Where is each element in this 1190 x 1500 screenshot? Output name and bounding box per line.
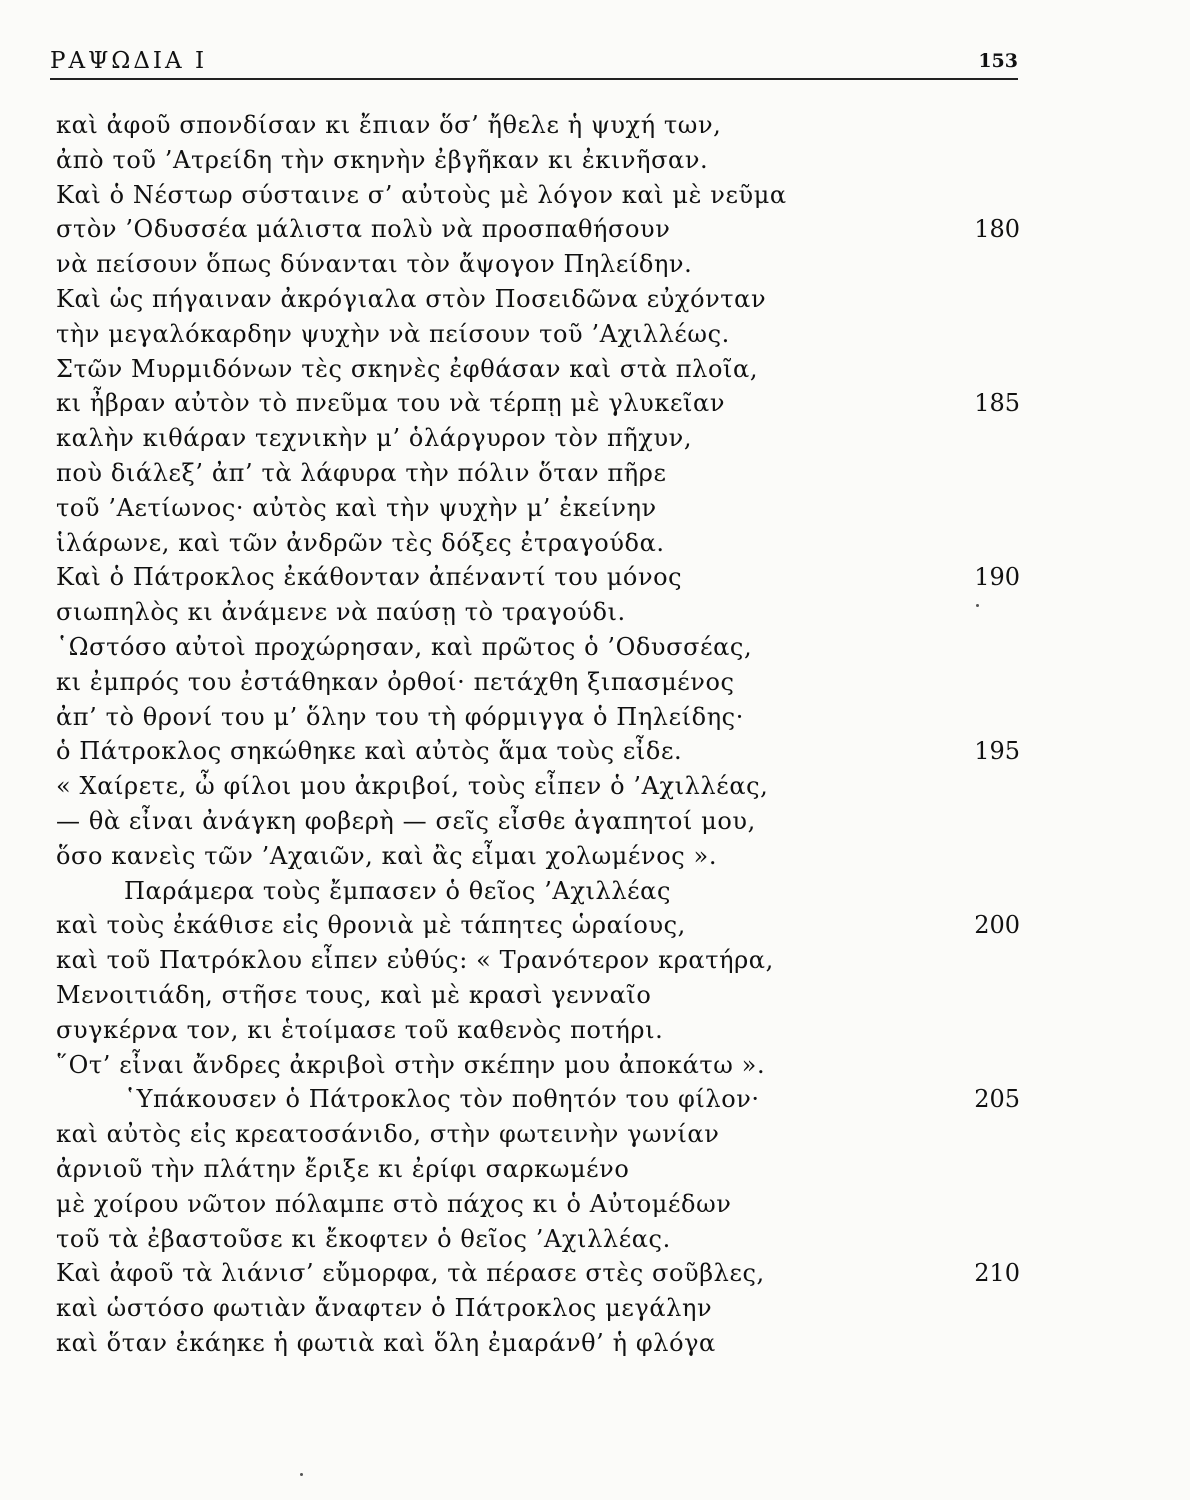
verse-text: τὴν μεγαλόκαρδην ψυχὴν νὰ πείσουν τοῦ ’Αχιλλέως. <box>56 319 730 348</box>
verse-text: ῾Ωστόσο αὐτοὶ προχώρησαν, καὶ πρῶτος ὁ ’Οδυσσέας, <box>56 633 753 661</box>
verse-text: τοῦ τὰ ἐβαστοῦσε κι ἔκοφτεν ὁ θεῖος ’Αχιλλέας. <box>56 1224 671 1253</box>
verse-text: ἱλάρωνε, καὶ τῶν ἀνδρῶν τὲς δόξες ἐτραγούδα. <box>56 528 665 557</box>
verse-text: ἀπ’ τὸ θρονί του μ’ ὅλην του τὴ φόρμιγγα ὁ Πηλείδης· <box>56 702 744 731</box>
verse-line <box>56 421 956 455</box>
verse-text: στὸν ’Οδυσσέα μάλιστα πολὺ νὰ προσπαθήσουν <box>56 215 671 244</box>
verse-text: καλὴν κιθάραν τεχνικὴν μ’ ὁλάργυρον τὸν πῆχυν, <box>56 424 693 453</box>
verse-text: ἀπὸ τοῦ ’Ατρείδη τὴν σκηνὴν ἐβγῆκαν κι ἐκινῆσαν. <box>56 145 709 174</box>
rhapsody-title: ΡΑΨΩΔΙΑ Ι <box>50 48 208 74</box>
page-number: 153 <box>978 50 1018 72</box>
verse-text: συγκέρνα τον, κι ἑτοίμασε τοῦ καθενὸς ποτήρι. <box>56 1015 664 1044</box>
verse-line <box>56 839 956 873</box>
verse-line <box>56 734 956 768</box>
verse-text: κι ἦβραν αὐτὸν τὸ πνεῦμα του νὰ τέρπῃ μὲ γλυκεῖαν <box>56 389 726 418</box>
verse-line <box>56 108 956 142</box>
verse-text: ὁ Πάτροκλος σηκώθηκε καὶ αὐτὸς ἅμα τοὺς εἶδε. <box>56 737 683 766</box>
verse-line-number: 185 <box>974 389 1020 418</box>
verse-line <box>56 1222 956 1256</box>
verse-text: καὶ ἀφοῦ σπονδίσαν κι ἔπιαν ὅσ’ ἤθελε ἡ ψυχή των, <box>56 111 722 139</box>
scan-speck <box>300 1473 303 1476</box>
verse-line <box>56 804 956 838</box>
verse-line <box>56 317 956 351</box>
verse-line-number: 195 <box>974 737 1020 766</box>
verse-text: καὶ τοῦ Πατρόκλου εἶπεν εὐθύς: « Τρανότερον κρατήρα, <box>56 946 774 975</box>
verse-line <box>124 874 1024 908</box>
verse-text: καὶ ὡστόσο φωτιὰν ἄναφτεν ὁ Πάτροκλος μεγάλην <box>56 1294 713 1323</box>
verse-text: Στῶν Μυρμιδόνων τὲς σκηνὲς ἐφθάσαν καὶ στὰ πλοῖα, <box>56 354 759 383</box>
verse-line <box>56 352 956 386</box>
verse-text: ῾Υπάκουσεν ὁ Πάτροκλος τὸν ποθητόν του φίλον· <box>124 1085 760 1114</box>
verse-line <box>56 178 956 212</box>
verse-text: ὅσο κανεὶς τῶν ’Αχαιῶν, καὶ ἂς εἶμαι χολωμένος ». <box>56 841 718 870</box>
verse-text: ῞Οτ’ εἶναι ἄνδρες ἀκριβοὶ στὴν σκέπην μου ἀποκάτω ». <box>56 1050 766 1079</box>
verse-line <box>56 560 956 594</box>
verse-text: — θὰ εἶναι ἀνάγκη φοβερὴ — σεῖς εἶσθε ἀγαπητοί μου, <box>56 807 756 835</box>
verse-text: καὶ τοὺς ἐκάθισε εἰς θρονιὰ μὲ τάπητες ὡραίους, <box>56 911 686 940</box>
verse-text: τοῦ ’Αετίωνος· αὐτὸς καὶ τὴν ψυχὴν μ’ ἐκείνην <box>56 493 657 522</box>
verse-text: καὶ ὅταν ἐκάηκε ἡ φωτιὰ καὶ ὅλη ἐμαράνθ’ ἡ φλόγα <box>56 1329 716 1357</box>
verse-text: Καὶ ὁ Νέστωρ σύσταινε σ’ αὐτοὺς μὲ λόγον καὶ μὲ νεῦμα <box>56 180 787 209</box>
running-header <box>50 44 1018 80</box>
verse-text: Καὶ ὁ Πάτροκλος ἐκάθονταν ἀπέναντί του μόνος <box>56 563 683 592</box>
verse-line <box>56 143 956 177</box>
verse-line <box>56 491 956 525</box>
verse-line-number: 180 <box>974 215 1020 244</box>
verse-text: Καὶ ἀφοῦ τὰ λιάνισ’ εὔμορφα, τὰ πέρασε στὲς σοῦβλες, <box>56 1259 765 1288</box>
verse-line <box>56 212 956 246</box>
verse-line <box>56 978 956 1012</box>
verse-text: Μενοιτιάδη, στῆσε τους, καὶ μὲ κρασὶ γενναῖο <box>56 981 652 1009</box>
verse-line <box>56 1048 956 1082</box>
verse-text: μὲ χοίρου νῶτον πόλαμπε στὸ πάχος κι ὁ Αὐτομέδων <box>56 1189 732 1218</box>
verse-text: καὶ αὐτὸς εἰς κρεατοσάνιδο, στὴν φωτεινὴν γωνίαν <box>56 1120 720 1149</box>
verse-line <box>56 247 956 281</box>
verse-line <box>56 769 956 803</box>
scan-speck <box>976 604 979 607</box>
verse-line <box>56 595 956 629</box>
verse-text: σιωπηλὸς κι ἀνάμενε νὰ παύσῃ τὸ τραγούδι. <box>56 598 626 627</box>
verse-line <box>56 700 956 734</box>
verse-line <box>56 456 956 490</box>
verse-text: « Χαίρετε, ὦ φίλοι μου ἀκριβοί, τοὺς εἶπεν ὁ ’Αχιλλέας, <box>56 772 769 801</box>
verse-text: Παράμερα τοὺς ἔμπασεν ὁ θεῖος ’Αχιλλέας <box>124 876 672 905</box>
verse-line <box>56 943 956 977</box>
verse-line-number: 190 <box>974 563 1020 592</box>
verse-line <box>56 1152 956 1186</box>
verse-line <box>56 630 956 664</box>
verse-line <box>56 282 956 316</box>
verse-text: ποὺ διάλεξ’ ἀπ’ τὰ λάφυρα τὴν πόλιν ὅταν πῆρε <box>56 459 667 487</box>
verse-line <box>56 1013 956 1047</box>
verse-text: Καὶ ὡς πήγαιναν ἀκρόγιαλα στὸν Ποσειδῶνα εὐχόνταν <box>56 285 767 313</box>
verse-text: νὰ πείσουν ὅπως δύνανται τὸν ἄψογον Πηλείδην. <box>56 250 693 279</box>
verse-line-number: 205 <box>974 1085 1020 1114</box>
verse-line <box>56 1256 956 1290</box>
verse-text: ἀρνιοῦ τὴν πλάτην ἔριξε κι ἐρίφι σαρκωμένο <box>56 1155 630 1183</box>
verse-line <box>124 1082 1024 1116</box>
verse-line-number: 210 <box>974 1259 1020 1288</box>
verse-line <box>56 908 956 942</box>
verse-line <box>56 1291 956 1325</box>
verse-text: κι ἐμπρός του ἐστάθηκαν ὀρθοί· πετάχθη ξιπασμένος <box>56 667 735 696</box>
verse-line <box>56 386 956 420</box>
verse-line <box>56 1117 956 1151</box>
verse-line <box>56 1187 956 1221</box>
verse-line <box>56 526 956 560</box>
verse-line-number: 200 <box>974 911 1020 940</box>
verse-line <box>56 665 956 699</box>
verse-line <box>56 1326 956 1360</box>
